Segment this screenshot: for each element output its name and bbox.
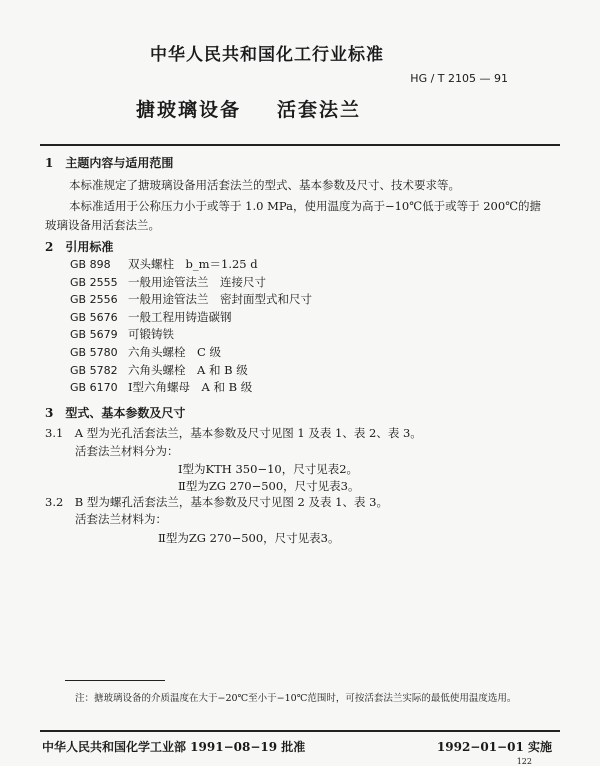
reference-title: 一般用途管法兰 密封面型式和尺寸: [128, 292, 312, 307]
reference-item: [70, 326, 312, 344]
issuer-heading: 中华人民共和国化工行业标准: [150, 45, 384, 65]
item-3-2-type: Ⅱ型为ZG 270−500，尺寸见表3。: [158, 531, 340, 545]
reference-code: GB 898: [70, 258, 111, 271]
reference-title: 一般工程用铸造碳钢: [128, 309, 232, 324]
title-part-2: 活套法兰: [277, 99, 362, 121]
reference-code: GB 2556: [70, 293, 118, 307]
item-3-2: 3.2 B 型为螺孔活套法兰，基本参数及尺寸见图 2 及表 1、表 3。: [45, 495, 388, 509]
footnote: 注：搪玻璃设备的介质温度在大于−20℃至小于−10℃范围时，可按活套法兰实际的最低使用温度选用。: [75, 693, 517, 704]
reference-title: 可锻铸铁: [128, 327, 174, 342]
section-3-heading: 3 型式、基本参数及尺寸: [45, 406, 186, 420]
reference-code: GB 5676: [70, 310, 118, 324]
section-2-heading: 2 引用标准: [45, 240, 114, 254]
reference-code: GB 5780: [70, 345, 118, 359]
reference-item: [70, 256, 312, 274]
reference-title: 六角头螺栓 A 和 B 级: [128, 362, 248, 377]
reference-item: [70, 291, 312, 309]
page-number: 122: [516, 757, 532, 766]
item-3-1-type-2: Ⅱ型为ZG 270−500，尺寸见表3。: [178, 479, 360, 493]
reference-title: 六角头螺栓 C 级: [128, 344, 221, 359]
header-rule: [40, 144, 560, 146]
reference-code: GB 5679: [70, 328, 118, 342]
reference-title: Ⅰ型六角螺母 A 和 B 级: [128, 380, 253, 395]
reference-item: [70, 362, 312, 380]
section-1-para-1: 本标准规定了搪玻璃设备用活套法兰的型式、基本参数及尺寸、技术要求等。: [69, 178, 460, 192]
document-title: [136, 95, 361, 122]
section-1-heading: 1 主题内容与适用范围: [45, 156, 174, 170]
title-part-1: 搪玻璃设备: [136, 99, 242, 121]
approval-line: 中华人民共和国化学工业部 1991−08−19 批准: [42, 740, 306, 754]
reference-code: GB 5782: [70, 363, 118, 377]
reference-item: [70, 309, 312, 327]
reference-code: GB 6170: [70, 381, 118, 395]
reference-title: 一般用途管法兰 连接尺寸: [128, 274, 266, 289]
item-3-1-material-label: 活套法兰材料分为：: [75, 444, 179, 458]
item-3-1-type-1: Ⅰ型为KTH 350−10，尺寸见表2。: [178, 462, 359, 476]
reference-item: [70, 344, 312, 362]
footnote-rule: [65, 680, 165, 681]
reference-list: [70, 256, 312, 397]
section-1-para-2: 本标准适用于公称压力小于或等于 1.0 MPa，使用温度为高于−10℃低于或等于 200℃的搪玻璃设备用活套法兰。: [45, 199, 542, 232]
item-3-2-material-label: 活套法兰材料为：: [75, 512, 167, 526]
implementation-date: 1992−01−01 实施: [436, 740, 552, 754]
item-3-1: 3.1 A 型为光孔活套法兰，基本参数及尺寸见图 1 及表 1、表 2、表 3。: [45, 426, 422, 440]
reference-title: 双头螺柱 b_m＝1.25 d: [128, 257, 258, 271]
reference-code: GB 2555: [70, 275, 118, 289]
reference-item: [70, 274, 312, 292]
footer-rule: [40, 730, 560, 732]
standard-number: HG / T 2105 — 91: [410, 72, 508, 85]
reference-item: [70, 379, 312, 397]
